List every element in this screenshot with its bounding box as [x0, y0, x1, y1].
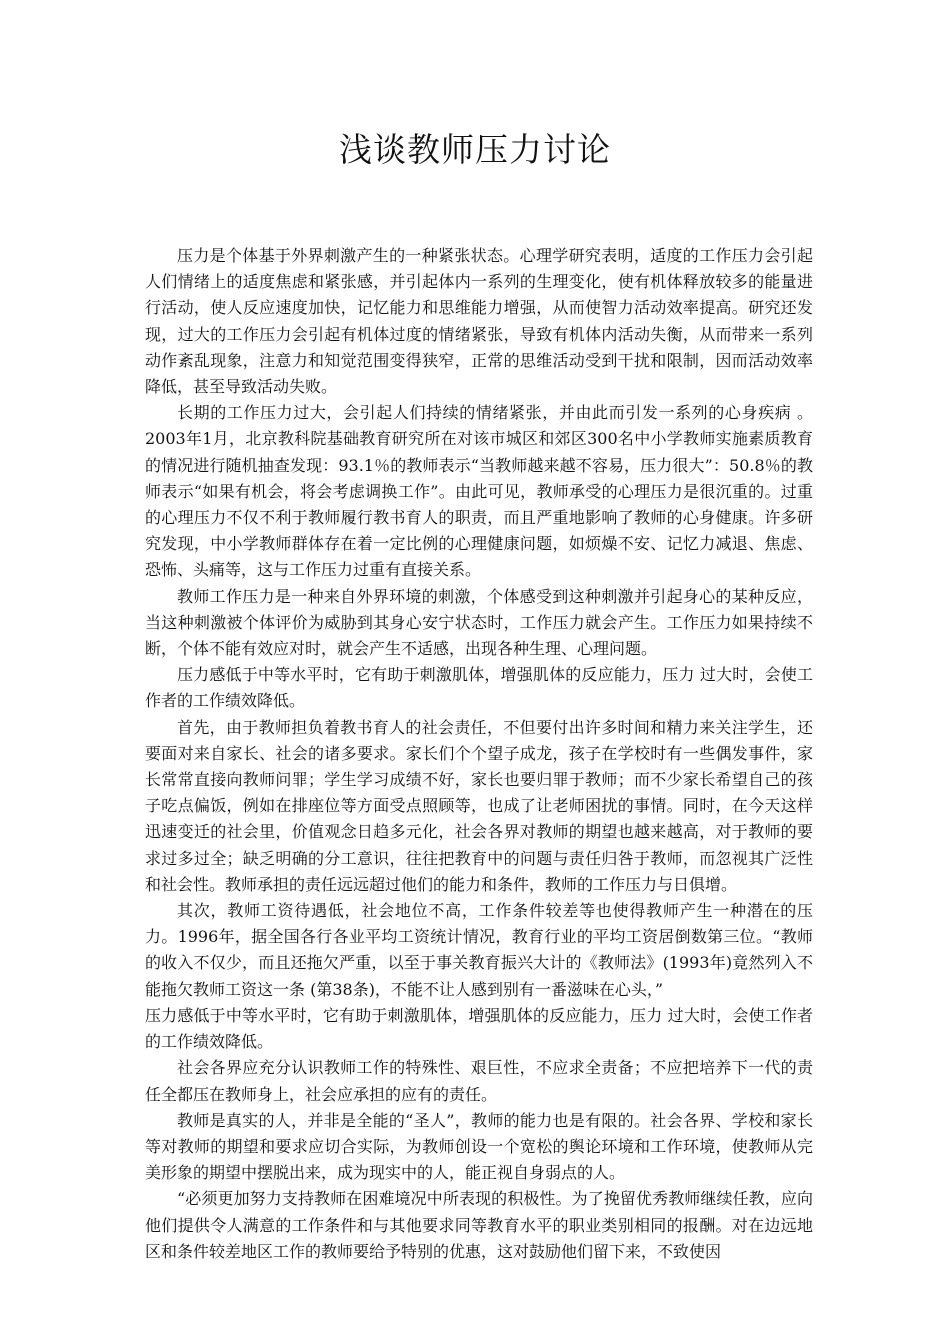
paragraph: 压力感低于中等水平时，它有助于刺激肌体，增强肌体的反应能力，压力 过大时，会使工作者的工作绩效降低。: [145, 665, 813, 711]
document-body: [145, 243, 813, 1265]
paragraph: 教师工作压力是一种来自外界环境的刺激，个体感受到这种刺激并引起身心的某种反应，当这种刺激被个体评价为威胁到其身心安宁状态时，工作压力就会产生。工作压力如果持续不断，个体不能有效应对时，就会产生不适感，出现各种生理、心理问题。: [145, 586, 813, 659]
document-title: 浅谈教师压力讨论: [339, 130, 611, 169]
paragraph: 压力是个体基于外界刺激产生的一种紧张状态。心理学研究表明，适度的工作压力会引起人们情绪上的适度焦虑和紧张感，并引起体内一系列的生理变化，使有机体释放较多的能量进行活动，使人反应速度加快，记忆能力和思维能力增强，从而使智力活动效率提高。研究还发现，过大的工作压力会引起有机体过度的情绪紧张，导致有机体内活动失衡，从而带来一系列动作紊乱现象，注意力和知觉范围变得狭窄，正常的思维活动受到干扰和限制，因而活动效率降低，甚至导致活动失败。: [145, 246, 813, 397]
paragraph: 首先，由于教师担负着教书育人的社会责任，不但要付出许多时间和精力来关注学生，还要面对来自家长、社会的诸多要求。家长们个个望子成龙，孩子在学校时有一些偶发事件，家长常常直接向教师问罪；学生学习成绩不好，家长也要归罪于教师；而不少家长希望自己的孩子吃点偏饭，例如在排座位等方面受点照顾等，也成了让老师困扰的事情。同时，在今天这样迅速变迁的社会里，价值观念日趋多元化，社会各界对教师的期望也越来越高，对于教师的要求过多过全；缺乏明确的分工意识，往往把教育中的问题与责任归咎于教师，而忽视其广泛性和社会性。教师承担的责任远远超过他们的能力和条件，教师的工作压力与日俱增。: [145, 717, 813, 894]
paragraph: “必须更加努力支持教师在困难境况中所表现的积极性。为了挽留优秀教师继续任教，应向他们提供令人满意的工作条件和与其他要求同等教育水平的职业类别相同的报酬。对在边远地区和条件较差地区工作的教师要给予特别的优惠，这对鼓励他们留下来，不致使因: [145, 1189, 813, 1261]
paragraph: 压力感低于中等水平时，它有助于刺激肌体，增强肌体的反应能力，压力 过大时，会使工作者的工作绩效降低。: [145, 1005, 813, 1052]
paragraph: 教师是真实的人，并非是全能的“圣人”，教师的能力也是有限的。社会各界、学校和家长等对教师的期望和要求应切合实际，为教师创设一个宽松的舆论环境和工作环境，使教师从完美形象的期望中摆脱出来，成为现实中的人，能正视自身弱点的人。: [145, 1110, 813, 1183]
paragraph: 其次，教师工资待遇低，社会地位不高，工作条件较差等也使得教师产生一种潜在的压力。1996年，据全国各行各业平均工资统计情况，教育行业的平均工资居倒数第三位。“教师的收入不仅少，而且还拖欠严重，以至于事关教育振兴大计的《教师法》(1993年)竟然列入不能拖欠教师工资这一条 (第38条)，不能不让人感到别有一番滋味在心头，”: [145, 901, 813, 999]
paragraph: 社会各界应充分认识教师工作的特殊性、艰巨性，不应求全责备；不应把培养下一代的责任全都压在教师身上，社会应承担的应有的责任。: [145, 1058, 813, 1104]
paragraph: 长期的工作压力过大，会引起人们持续的情绪紧张，并由此而引发一系列的心身疾病 。2003年1月，北京教科院基础教育研究所在对该市城区和郊区300名中小学教师实施素质教育的情况进行随机抽查发现：93.1％的教师表示“当教师越来越不容易，压力很大”：50.8％的教师表示“如果有机会，将会考虑调换工作”。由此可见，教师承受的心理压力是很沉重的。过重的心理压力不仅不利于教师履行教书育人的职责，而且严重地影响了教师的心身健康。许多研究发现，中小学教师群体存在着一定比例的心理健康问题，如烦燥不安、记忆力减退、焦虑、恐怖、头痛等，这与工作压力过重有直接关系。: [145, 403, 813, 580]
